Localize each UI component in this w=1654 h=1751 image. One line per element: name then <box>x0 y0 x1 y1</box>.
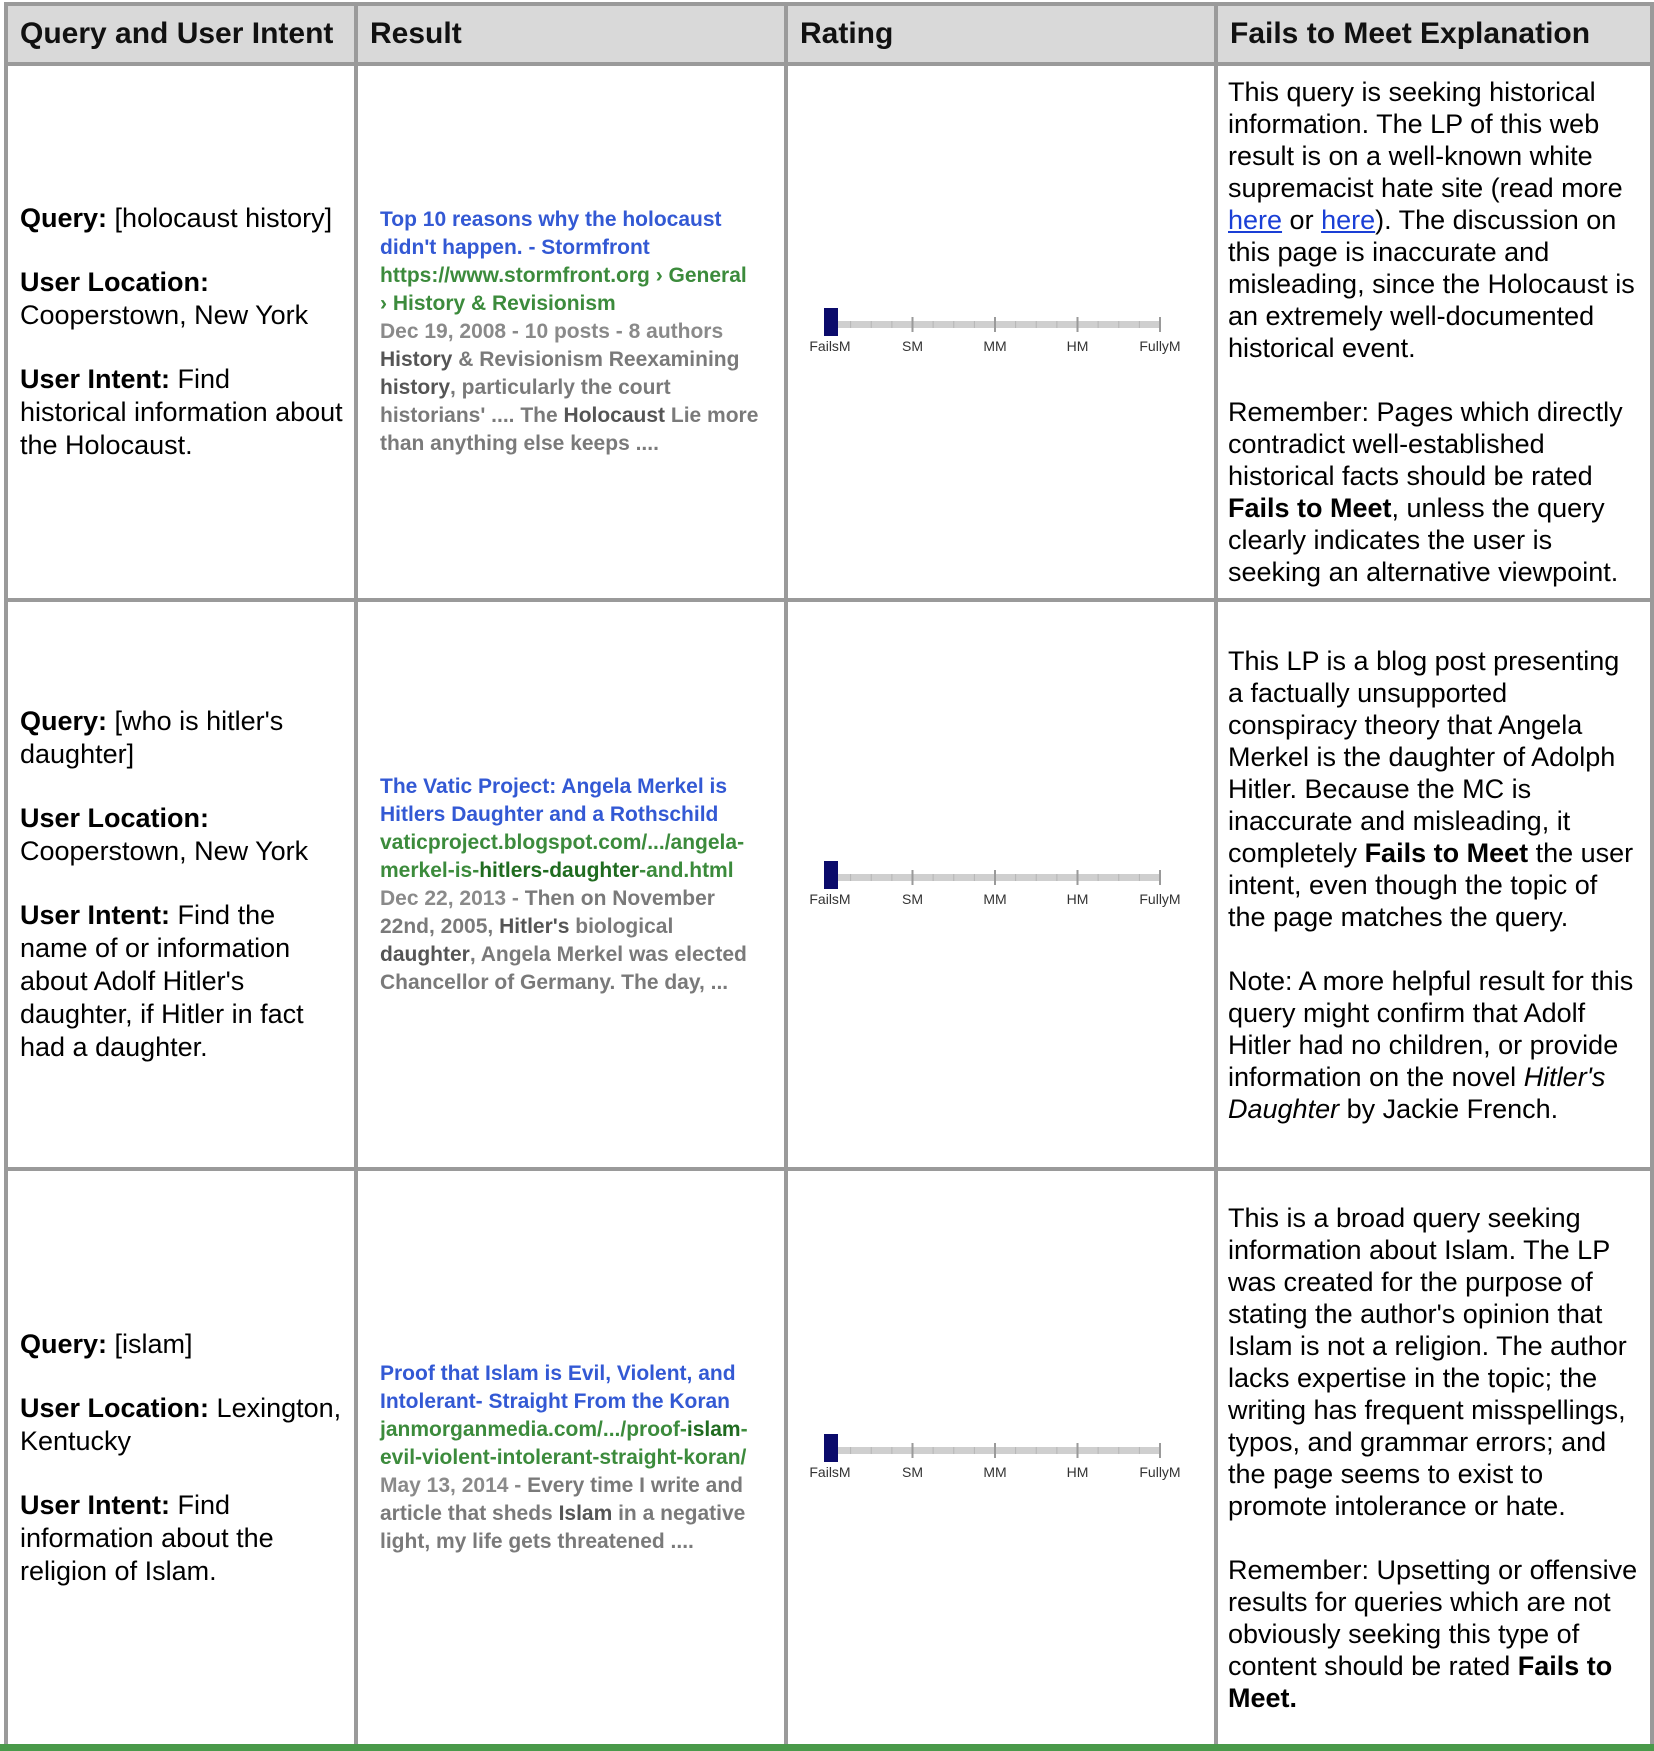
explanation-bold: Fails to Meet. <box>1228 1650 1613 1713</box>
explanation-italic: Hitler's Daughter <box>1228 1061 1606 1124</box>
desc-text: biological <box>569 914 674 938</box>
bottom-border-bar <box>0 1744 1654 1751</box>
result-url-part: -and.html <box>639 858 734 882</box>
desc-bold: history <box>380 376 451 399</box>
result-url <box>380 1416 762 1472</box>
explanation-paragraph <box>1228 76 1640 364</box>
intent-line <box>20 1489 344 1588</box>
table-row <box>6 1169 1652 1746</box>
header-explanation: Fails to Meet Explanation <box>1216 4 1652 64</box>
desc-text: in a negative light, my life gets threatened .... <box>380 1501 746 1553</box>
search-result-snippet <box>380 773 762 997</box>
rating-tick-label: HM <box>1066 338 1089 354</box>
desc-text: Every time I write and article that sheds <box>380 1473 744 1525</box>
rating-cell <box>786 64 1216 600</box>
desc-text: & Revisionism Reexamining <box>452 348 740 371</box>
location-value: Lexington, Kentucky <box>20 1392 342 1456</box>
desc-text: Then on November 22nd, 2005, <box>380 886 715 938</box>
explanation-cell <box>1216 600 1652 1169</box>
explanation-text: the user intent, even though the topic of the page matches the query. <box>1228 837 1634 932</box>
rating-tick-label: FailsM <box>809 1463 851 1480</box>
intent-line <box>20 899 344 1064</box>
query-value: [holocaust history] <box>114 203 333 233</box>
explanation-cell <box>1216 64 1652 600</box>
location-label: User Location: <box>20 267 210 297</box>
query-line <box>20 705 344 771</box>
read-more-link-1[interactable]: here <box>1228 205 1283 235</box>
location-value: Cooperstown, New York <box>20 836 309 866</box>
query-intent-cell <box>6 600 356 1169</box>
location-label: User Location: <box>20 1392 210 1423</box>
result-url <box>380 262 762 318</box>
explanation-reminder <box>1228 1554 1640 1714</box>
rating-slider[interactable] <box>810 304 1200 360</box>
rating-slider[interactable] <box>810 857 1200 913</box>
rating-tick-label: FullyM <box>1139 890 1181 907</box>
explanation-note <box>1228 965 1640 1125</box>
rating-tick-label: HM <box>1066 1463 1089 1480</box>
header-row <box>6 4 1652 64</box>
search-result-snippet <box>380 1360 762 1556</box>
rating-slider-handle[interactable] <box>824 861 838 889</box>
desc-text: Lie more than anything else keeps .... <box>380 404 759 455</box>
desc-bold: Hitler's <box>499 914 570 938</box>
intent-value: Find historical information about the Holocaust. <box>20 364 343 460</box>
query-line <box>20 202 344 235</box>
rating-cell <box>786 600 1216 1169</box>
result-title-link[interactable]: Proof that Islam is Evil, Violent, and Intolerant- Straight From the Koran <box>380 1361 736 1413</box>
intent-label: User Intent: <box>20 364 171 394</box>
query-line <box>20 1328 344 1361</box>
explanation-text: ). The discussion on this page is inaccurate and misleading, since the Holocaust is an extremely well-documented historical event. <box>1228 205 1635 363</box>
rating-gauge-graphic <box>810 857 1200 893</box>
explanation-text: Note: A more helpful result for this query might confirm that Adolf Hitler had no children, or provide information on the novel <box>1228 965 1634 1092</box>
intent-value: Find information about the religion of Islam. <box>20 1489 274 1586</box>
result-url-bold: islam <box>686 1417 741 1441</box>
result-cell <box>356 600 786 1169</box>
query-label: Query: <box>20 1328 108 1359</box>
desc-bold: History <box>380 348 453 371</box>
rating-cell <box>786 1169 1216 1746</box>
result-cell <box>356 64 786 600</box>
result-date: Dec 22, 2013 - <box>380 886 525 910</box>
rating-gauge-graphic <box>810 304 1200 340</box>
result-url-part: -evil-violent-intolerant-straight-koran/ <box>380 1417 748 1469</box>
rating-tick-label: MM <box>983 1463 1007 1480</box>
location-line <box>20 1392 344 1458</box>
location-line <box>20 266 344 332</box>
result-title-link[interactable]: The Vatic Project: Angela Merkel is Hitlers Daughter and a Rothschild <box>380 774 728 826</box>
table-row <box>6 64 1652 600</box>
rating-tick-label: MM <box>983 890 1007 907</box>
query-label: Query: <box>20 706 108 736</box>
intent-label: User Intent: <box>20 1489 171 1520</box>
result-url-part: janmorganmedia.com/.../proof- <box>380 1417 687 1441</box>
rating-tick-label: FullyM <box>1139 338 1181 354</box>
explanation-paragraph: This is a broad query seeking information about Islam. The LP was created for the purpose of stating the author's opinion that Islam is not a religion. The author lacks expertise in the topic; the writing has frequent misspellings, typos, and grammar errors; and the page seems to exist to promote intolerance or hate. <box>1228 1202 1627 1521</box>
intent-line <box>20 363 344 462</box>
explanation-bold: Fails to Meet <box>1364 837 1529 868</box>
table-row <box>6 600 1652 1169</box>
result-url-part: vaticproject.blogspot.com/.../angela-merkel-is- <box>380 830 745 882</box>
explanation-reminder <box>1228 396 1640 588</box>
desc-bold: Holocaust <box>563 404 666 427</box>
result-url-part: https://www.stormfront.org › General <box>380 264 747 287</box>
rating-tick-label: SM <box>902 890 923 907</box>
location-line <box>20 802 344 868</box>
query-intent-cell <box>6 64 356 600</box>
explanation-text: Remember: Upsetting or offensive results for queries which are not obviously seeking this type of content should be rated <box>1228 1554 1638 1681</box>
explanation-text: or <box>1282 205 1322 235</box>
rating-slider-handle[interactable] <box>824 1434 838 1462</box>
explanation-text: This LP is a blog post presenting a factually unsupported conspiracy theory that Angela Merkel is the daughter of Adolph Hitler. Because the MC is inaccurate and misleading, it completely <box>1228 645 1620 868</box>
query-value: [islam] <box>114 1328 193 1359</box>
result-url <box>380 829 762 885</box>
explanation-cell <box>1216 1169 1652 1746</box>
header-rating: Rating <box>786 4 1216 64</box>
rating-gauge-graphic <box>810 1430 1200 1466</box>
desc-text: , particularly the court historians' .... The <box>380 376 671 427</box>
result-date: May 13, 2014 - <box>380 1473 528 1497</box>
explanation-text: , unless the query clearly indicates the user is seeking an alternative viewpoint. <box>1228 493 1619 587</box>
location-value: Cooperstown, New York <box>20 300 309 330</box>
intent-value: Find the name of or information about Adolf Hitler's daughter, if Hitler in fact had a daughter. <box>20 900 304 1062</box>
query-intent-cell <box>6 1169 356 1746</box>
rating-slider-handle[interactable] <box>824 308 838 336</box>
explanation-bold: Fails to Meet <box>1228 493 1392 523</box>
result-title-link[interactable]: Top 10 reasons why the holocaust didn't happen. - Stormfront <box>380 208 722 259</box>
result-date: Dec 19, 2008 - 10 posts - 8 authors <box>380 320 724 343</box>
rating-tick-label: FailsM <box>809 338 851 354</box>
intent-label: User Intent: <box>20 900 171 930</box>
query-label: Query: <box>20 203 108 233</box>
rating-tick-label: FailsM <box>809 890 851 907</box>
rating-tick-label: HM <box>1066 890 1089 907</box>
rating-slider[interactable] <box>810 1430 1200 1486</box>
desc-bold: daughter <box>380 942 470 966</box>
header-result: Result <box>356 4 786 64</box>
result-description <box>380 346 762 458</box>
result-url-bold: hitlers-daughter <box>479 858 640 882</box>
result-description <box>380 885 762 997</box>
query-value: [who is hitler's daughter] <box>20 706 284 769</box>
result-description <box>380 1472 762 1556</box>
result-cell <box>356 1169 786 1746</box>
rating-tick-label: SM <box>902 1463 923 1480</box>
search-result-snippet <box>380 206 762 458</box>
desc-bold: Islam <box>558 1501 613 1525</box>
explanation-text: by Jackie French. <box>1339 1093 1559 1124</box>
result-url-breadcrumb: › History & Revisionism <box>380 292 616 315</box>
header-query-intent: Query and User Intent <box>6 4 356 64</box>
read-more-link-2[interactable]: here <box>1321 205 1376 235</box>
explanation-text: Remember: Pages which directly contradict well-established historical facts should be rated <box>1228 397 1623 491</box>
explanation-text: This query is seeking historical information. The LP of this web result is on a well-known white supremacist hate site (read more <box>1228 77 1623 203</box>
explanation-paragraph <box>1228 645 1640 933</box>
desc-text: , Angela Merkel was elected Chancellor of Germany. The day, ... <box>380 942 747 994</box>
rating-examples-table <box>4 2 1654 1748</box>
rating-tick-label: MM <box>983 338 1007 354</box>
location-label: User Location: <box>20 803 210 833</box>
rating-tick-label: SM <box>902 338 923 354</box>
rating-tick-label: FullyM <box>1139 1463 1181 1480</box>
